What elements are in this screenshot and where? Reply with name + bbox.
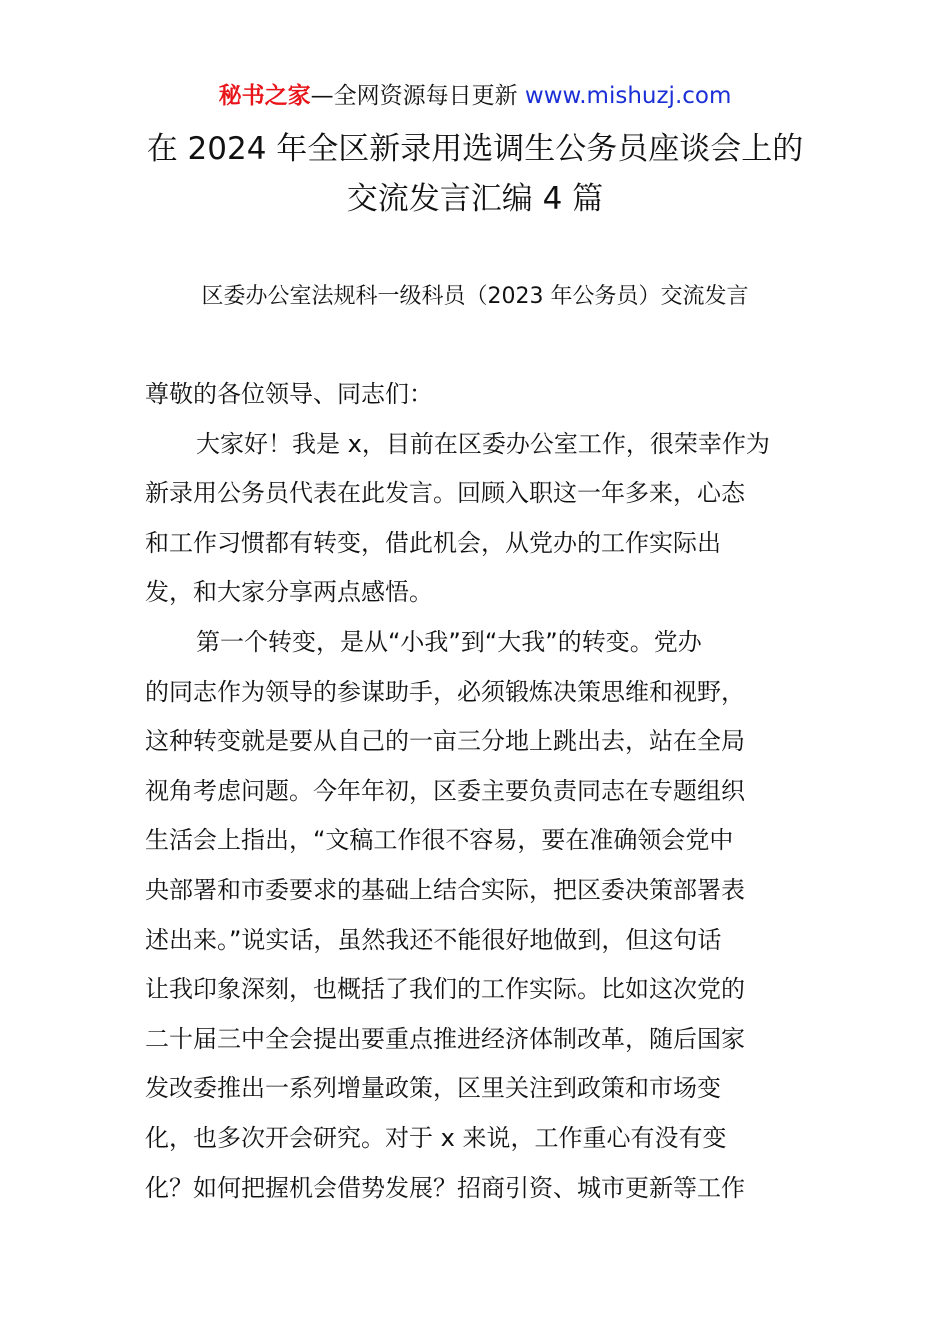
document-body <box>145 370 810 1213</box>
body-line: 新录用公务员代表在此发言。回顾入职这一年多来，心态 <box>145 479 745 508</box>
body-line: 发改委推出一系列增量政策，区里关注到政策和市场变 <box>145 1074 721 1103</box>
body-line: 尊敬的各位领导、同志们： <box>145 380 433 408</box>
body-line: 大家好！我是 x，目前在区委办公室工作，很荣幸作为 <box>196 429 770 458</box>
body-line: 的同志作为领导的参谋助手，必须锻炼决策思维和视野， <box>145 677 745 706</box>
header-tagline: —全网资源每日更新 <box>310 83 525 109</box>
document-title <box>0 124 950 224</box>
body-line: 二十届三中全会提出要重点推进经济体制改革，随后国家 <box>145 1024 745 1053</box>
body-line: 第一个转变，是从“小我”到“大我”的转变。党办 <box>196 627 702 656</box>
site-url[interactable]: www.mishuzj.com <box>524 83 732 109</box>
title-line-1: 在 2024 年全区新录用选调生公务员座谈会上的 <box>146 131 804 167</box>
document-subtitle: 区委办公室法规科一级科员（2023 年公务员）交流发言 <box>201 284 749 309</box>
brand-name: 秘书之家 <box>218 83 311 109</box>
body-line: 述出来。”说实话，虽然我还不能很好地做到，但这句话 <box>145 925 722 954</box>
body-line: 这种转变就是要从自己的一亩三分地上跳出去，站在全局 <box>145 727 745 756</box>
body-line: 央部署和市委要求的基础上结合实际，把区委决策部署表 <box>145 875 745 904</box>
body-line: 让我印象深刻，也概括了我们的工作实际。比如这次党的 <box>145 975 745 1004</box>
site-header <box>0 80 950 112</box>
body-line: 化，也多次开会研究。对于 x 来说，工作重心有没有变 <box>145 1123 727 1152</box>
body-line: 生活会上指出，“文稿工作很不容易，要在准确领会党中 <box>145 826 734 855</box>
body-line: 和工作习惯都有转变，借此机会，从党办的工作实际出 <box>145 528 721 557</box>
body-line: 化？如何把握机会借势发展？招商引资、城市更新等工作 <box>145 1173 745 1202</box>
body-line: 视角考虑问题。今年年初，区委主要负责同志在专题组织 <box>145 776 745 805</box>
body-line: 发，和大家分享两点感悟。 <box>145 578 433 607</box>
title-line-2: 交流发言汇编 4 篇 <box>346 181 604 217</box>
